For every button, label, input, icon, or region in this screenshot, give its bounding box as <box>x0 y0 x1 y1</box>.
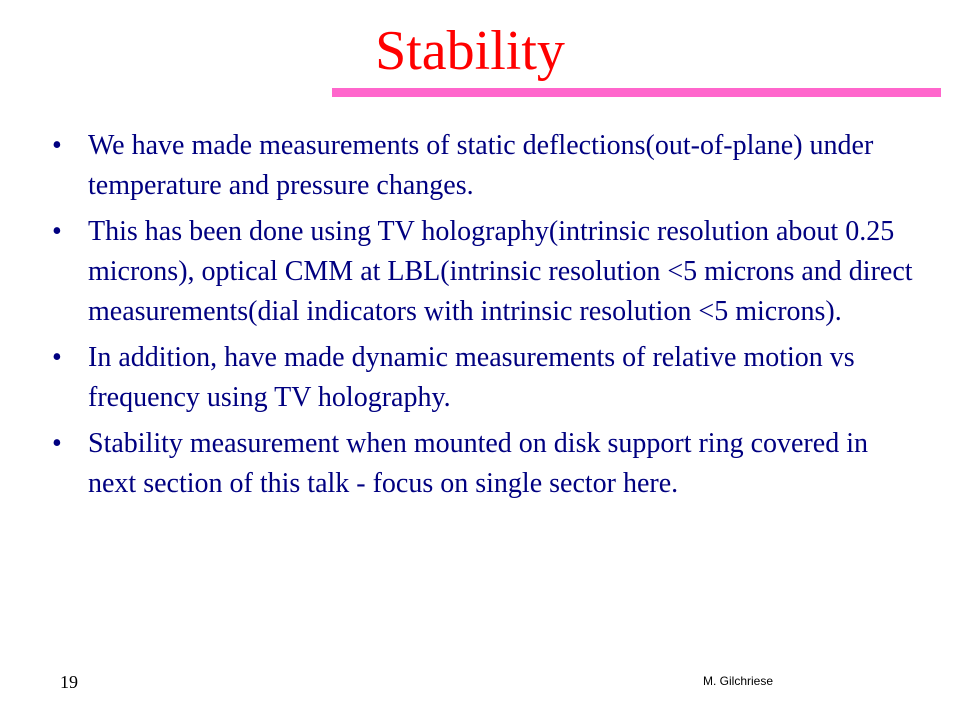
page-number: 19 <box>60 672 78 692</box>
bullet-text: This has been done using TV holography(intrinsic resolution about 0.25 microns), optical CMM at LBL(intrinsic resolution <5 microns and direct measurements(dial indicators with intrinsic resolution <5 microns). <box>88 216 913 327</box>
bullet-list <box>52 126 932 510</box>
bullet-dot-icon: • <box>52 428 62 459</box>
bullet-text: In addition, have made dynamic measurements of relative motion vs frequency using TV holography. <box>88 342 855 413</box>
author-footer: M. Gilchriese <box>703 674 774 688</box>
bullet-item <box>52 126 932 206</box>
bullet-item <box>52 338 932 418</box>
bullet-dot-icon: • <box>52 216 62 247</box>
bullet-text: Stability measurement when mounted on disk support ring covered in next section of this talk - focus on single sector here. <box>88 428 868 499</box>
bullet-item <box>52 212 932 332</box>
title-underline-rule <box>332 88 941 97</box>
bullet-dot-icon: • <box>52 130 62 161</box>
slide-title: Stability <box>375 20 565 82</box>
bullet-item <box>52 424 932 504</box>
bullet-text: We have made measurements of static deflections(out-of-plane) under temperature and pressure changes. <box>88 130 874 201</box>
bullet-dot-icon: • <box>52 342 62 373</box>
